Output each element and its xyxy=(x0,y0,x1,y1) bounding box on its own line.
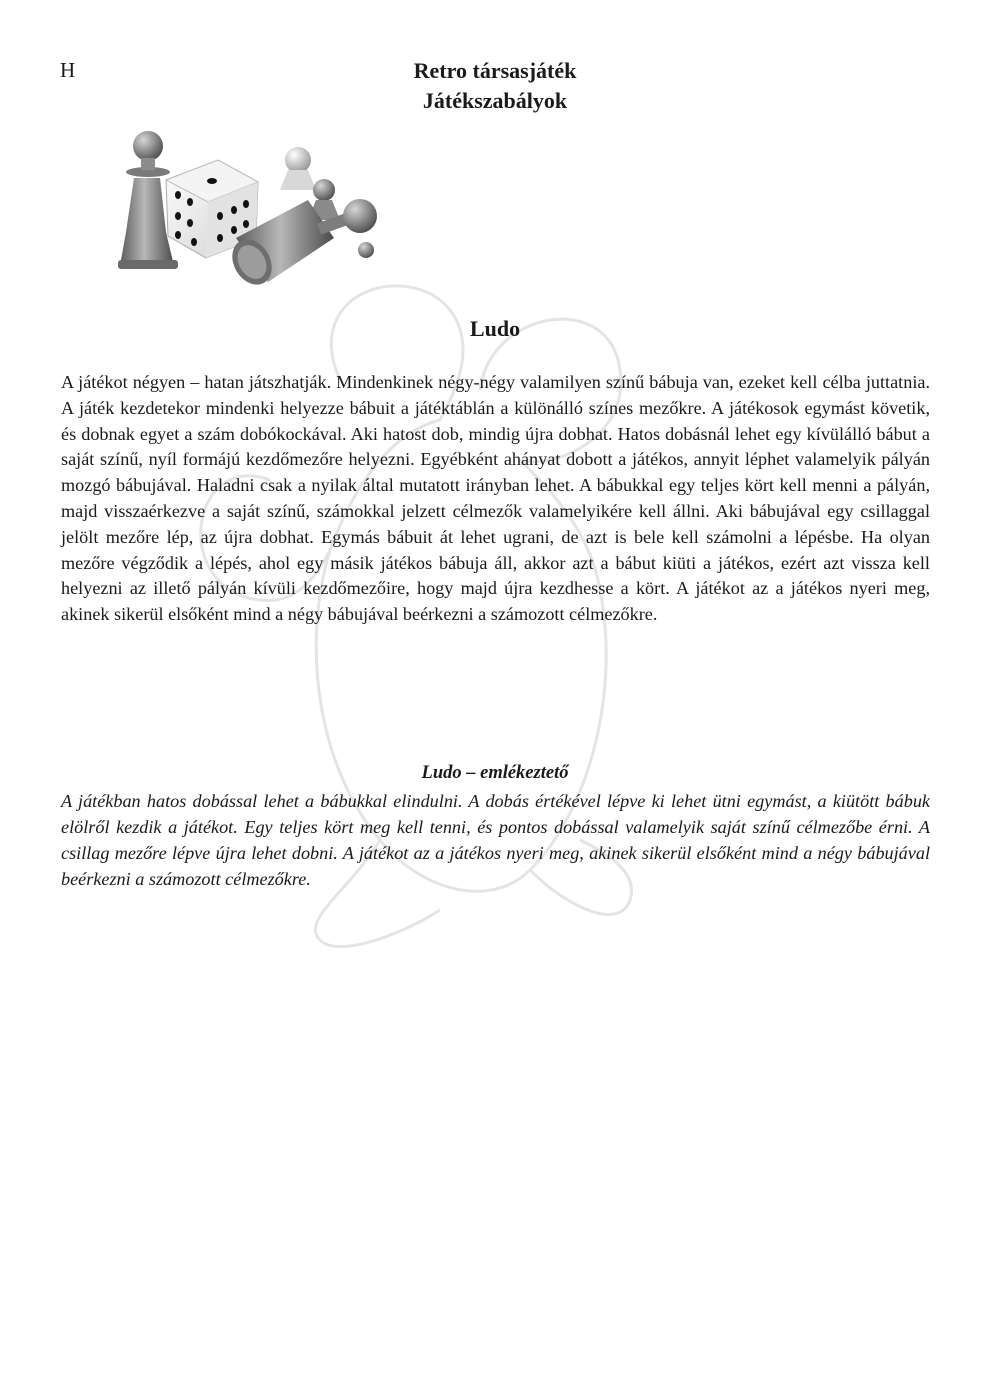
title-line-2: Játékszabályok xyxy=(422,88,568,113)
ludo-rules-paragraph: A játékot négyen – hatan játszhatják. Mindenkinek négy-négy valamilyen színű bábuja van, ezeket kell célba juttatnia. A játék kezdetekor mindenki helyezze bábuit a játéktáblán a különálló színes mezőkre. A játékosok egymást követik, és dobnak egyet a szám dobókockával. Aki hatost dob, mindig újra dobhat. Hatos dobásnál lehet egy kívülálló bábut a saját színű, nyíl formájú kezdőmezőre helyezni. Egyébként ahányat dobott a játékos, annyit léphet valamelyik pályán mozgó bábujával. Haladni csak a nyilak által mutatott irányban lehet. A bábukkal egy teljes kört kell menni a pályán, majd visszaérkezve a saját színű, számokkal jelzett célmezők valamelyikére kell állni. Aki bábujával egy csillaggal jelölt mezőre lép, az újra dobhat. Egymás bábuit át lehet ugrani, de azt is bele kell számolni a lépésbe. Ha olyan mezőre végződik a lépés, ahol egy másik játékos bábuja áll, akkor azt a bábut kiüti a játékos, ezért azt vissza kell helyezni az illető pályán kívüli kezdőmezőire, hogy majd újra kezdhesse a kört. A játékot az a játékos nyeri meg, akinek sikerül elsőként mind a négy bábujával beérkezni a számozott célmezőkre. xyxy=(61,372,930,625)
page-title xyxy=(0,56,990,116)
title-line-1: Retro társasjáték xyxy=(413,58,577,83)
board-game-pieces-and-dice-icon xyxy=(108,120,390,292)
pawn-white-back xyxy=(280,147,316,190)
ludo-heading: Ludo xyxy=(469,316,521,341)
reminder-paragraph: A játékban hatos dobással lehet a bábukkal elindulni. A dobás értékével lépve ki lehet ütni egymást, a kiütött bábuk elölről kezdik a játékot. Egy teljes kört meg kell tenni, és pontos dobással valamelyik saját színű célmezőbe érni. A csillag mezőre lépve újra lehet dobni. A játékot az a játékos nyeri meg, akinek sikerül elsőként mind a négy bábujával beérkezni a számozott célmezőkre. xyxy=(61,791,930,889)
language-mark: H xyxy=(60,58,76,82)
reminder-heading: Ludo – emlékeztető xyxy=(421,763,569,783)
